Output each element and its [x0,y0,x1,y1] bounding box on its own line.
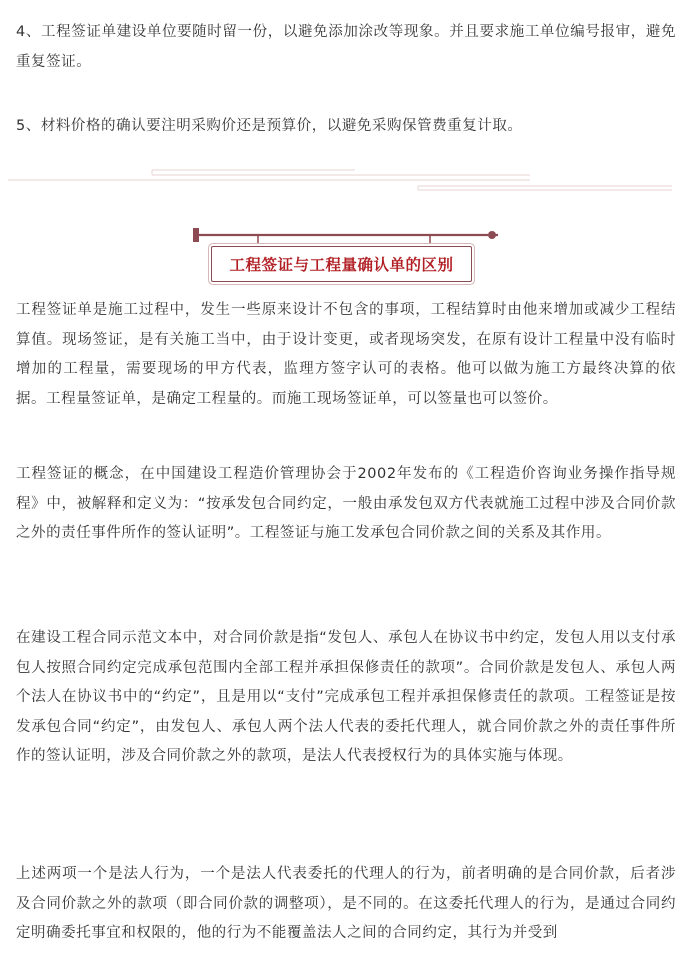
section-heading-block [0,224,687,286]
section-heading-frame [211,246,472,282]
paragraph-4: 上述两项一个是法人行为，一个是法人代表委托的代理人的行为，前者明确的是合同价款，后者涉及合同价款之外的款项（即合同价款的调整项），是不同的。在这委托代理人的行为，是通过合同约定明确委托事宜和权限的，他的行为不能覆盖法人之间的合同约定，其行为并受到 [16,866,676,941]
paragraph-3: 在建设工程合同示范文本中，对合同价款是指“发包人、承包人在协议书中约定，发包人用以支付承包人按照合同约定完成承包范围内全部工程并承担保修责任的款项”。合同价款是发包人、承包人两个法人在协议书中的“约定”，且是用以“支付”完成承包工程并承担保修责任的款项。工程签证是按发承包合同“约定”，由发包人、承包人两个法人代表的委托代理人，就合同价款之外的责任事件所作的签认证明，涉及合同价款之外的款项，是法人代表授权行为的具体实施与体现。 [16,630,676,764]
section-heading: 工程签证与工程量确认单的区别 [229,256,454,274]
list-item-5: 5、材料价格的确认要注明采购价还是预算价，以避免采购保管费重复计取。 [16,118,523,134]
ornamental-divider-icon [0,164,687,194]
list-item-4: 4、工程签证单建设单位要随时留一份，以避免添加涂改等现象。并且要求施工单位编号报审，避免重复签证。 [16,24,676,70]
paragraph-1: 工程签证单是施工过程中，发生一些原来设计不包含的事项，工程结算时由他来增加或减少工程结算值。现场签证，是有关施工当中，由于设计变更，或者现场突发，在原有设计工程量中没有临时增加的工程量，需要现场的甲方代表，监理方签字认可的表格。他可以做为施工方最终决算的依据。工程量签证单，是确定工程量的。而施工现场签证单，可以签量也可以签价。 [16,302,676,407]
paragraph-2: 工程签证的概念，在中国建设工程造价管理协会于2002年发布的《工程造价咨询业务操作指导规程》中，被解释和定义为：“按承发包合同约定，一般由承发包双方代表就施工过程中涉及合同价款之外的责任事件所作的签认证明”。工程签证与施工发承包合同价款之间的关系及其作用。 [16,466,676,541]
